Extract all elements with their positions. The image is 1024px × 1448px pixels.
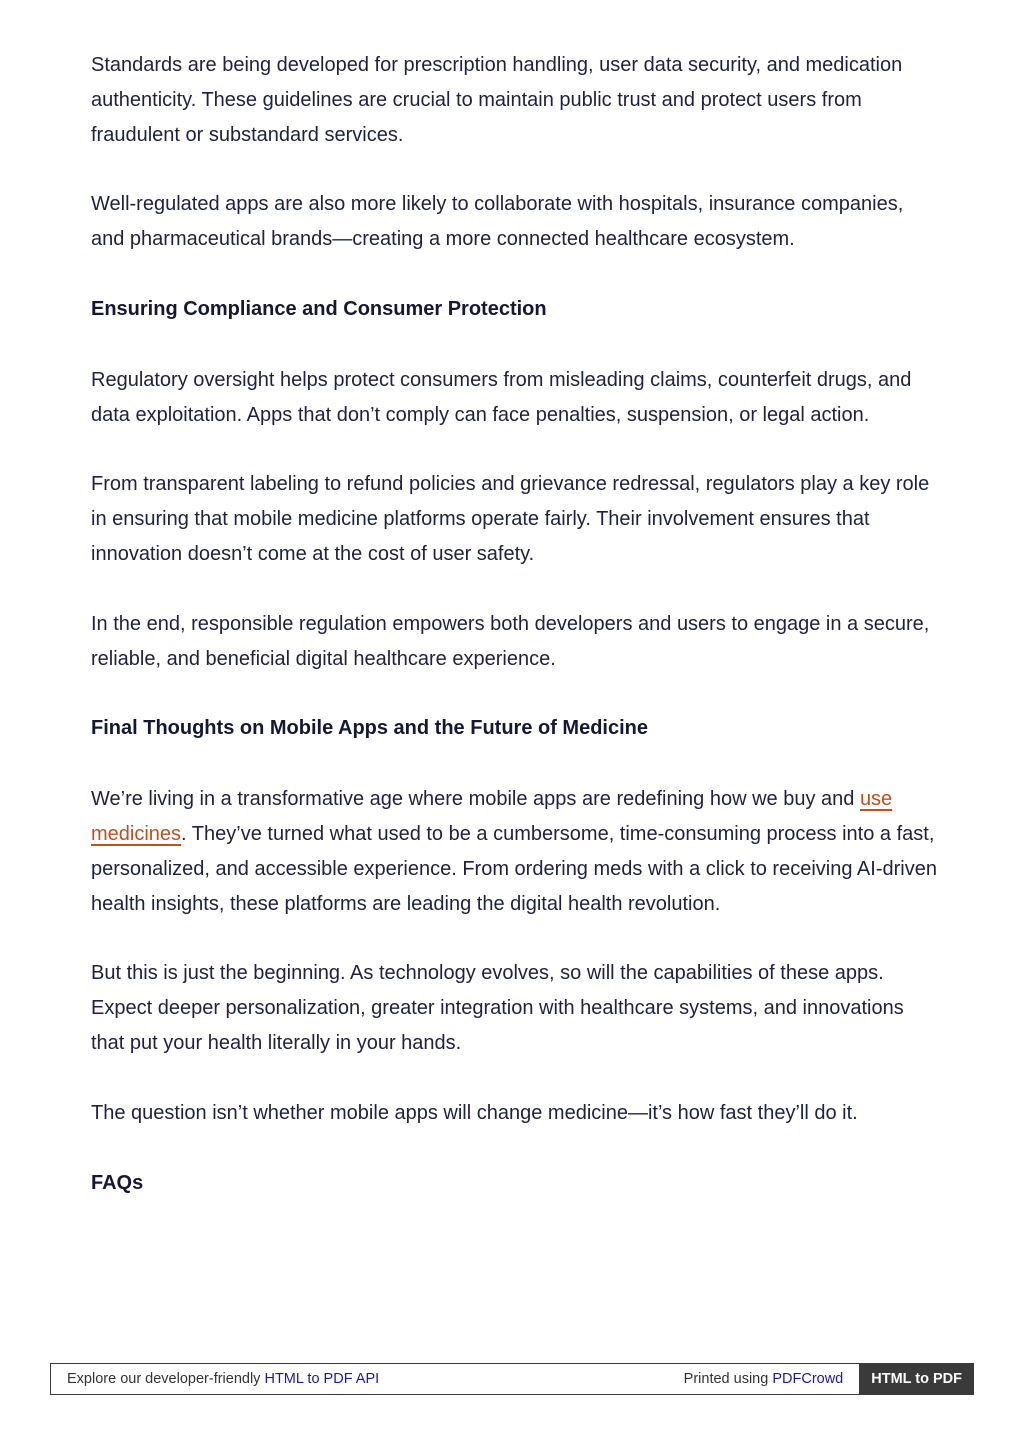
footer-printed — [684, 1371, 860, 1387]
paragraph-well-regulated: Well-regulated apps are also more likely to collaborate with hospitals, insurance companies, and pharmaceutical brands—creating a more connected healthcare ecosystem. — [91, 193, 904, 251]
use-medicines-link[interactable]: use medicines — [91, 788, 893, 845]
paragraph-responsible-regulation: In the end, responsible regulation empowers both developers and users to engage in a secure, reliable, and beneficial digital healthcare experience. — [91, 612, 930, 670]
section-heading-compliance: Ensuring Compliance and Consumer Protection — [91, 297, 547, 320]
paragraph-text-end: . They’ve turned what used to be a cumbersome, time-consuming process into a fast, personalized, and accessible experience. From ordering meds with a click to receiving AI-driven health insights, these platforms are leading the digital health revolution. — [91, 822, 937, 915]
paragraph-question: The question isn’t whether mobile apps will change medicine—it’s how fast they’ll do it. — [91, 1101, 858, 1124]
html-to-pdf-api-link[interactable]: HTML to PDF API — [264, 1371, 380, 1387]
paragraph-text-start: We’re living in a transformative age where mobile apps are redefining how we buy and — [91, 788, 860, 811]
pdfcrowd-link[interactable]: PDFCrowd — [772, 1371, 844, 1387]
html-to-pdf-button[interactable]: HTML to PDF — [859, 1363, 974, 1395]
paragraph-transparent-labeling: From transparent labeling to refund policies and grievance redressal, regulators play a key role in ensuring that mobile medicine platforms operate fairly. Their involvement ensures that innovation doesn’t come at the cost of user safety. — [91, 473, 930, 565]
article-body — [91, 48, 941, 1236]
section-heading-final-thoughts: Final Thoughts on Mobile Apps and the Future of Medicine — [91, 717, 649, 740]
footer-explore — [51, 1371, 684, 1387]
footer-explore-text: Explore our developer-friendly — [67, 1371, 265, 1387]
footer-printed-text: Printed using — [683, 1371, 773, 1387]
pdfcrowd-footer-bar — [50, 1363, 974, 1395]
paragraph-transformative-age — [91, 782, 941, 921]
paragraph-oversight: Regulatory oversight helps protect consumers from misleading claims, counterfeit drugs, and data exploitation. Apps that don’t comply can face penalties, suspension, or legal action. — [91, 368, 912, 426]
paragraph-beginning: But this is just the beginning. As technology evolves, so will the capabilities of these apps. Expect deeper personalization, greater integration with healthcare systems, and innovations that put your health literally in your hands. — [91, 962, 904, 1054]
section-heading-faqs: FAQs — [91, 1171, 144, 1194]
paragraph-standards: Standards are being developed for prescription handling, user data security, and medication authenticity. These guidelines are crucial to maintain public trust and protect users from fraudulent or substandard services. — [91, 54, 903, 146]
